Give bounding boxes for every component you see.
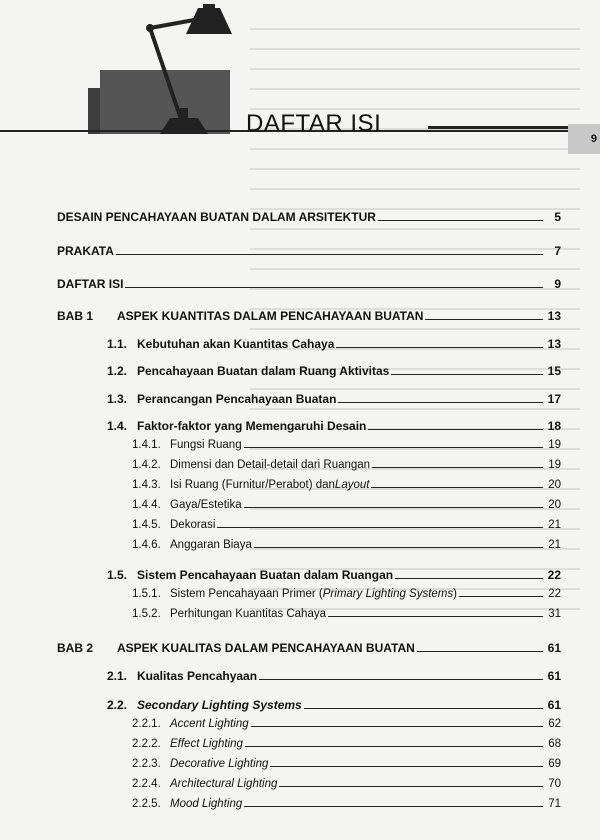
toc-entry[interactable]: PRAKATA 7 bbox=[57, 244, 561, 258]
toc-section[interactable]: 2.2. Secondary Lighting Systems 61 bbox=[107, 698, 561, 712]
toc-subsection[interactable]: 1.4.1. Fungsi Ruang 19 bbox=[132, 439, 561, 451]
toc-section[interactable]: 2.1. Kualitas Pencahyaan 61 bbox=[107, 669, 561, 683]
toc-subsection[interactable]: 2.2.5. Mood Lighting 71 bbox=[132, 798, 561, 810]
toc-section[interactable]: 1.4. Faktor-faktor yang Memengaruhi Desain 18 bbox=[107, 419, 561, 433]
toc-section[interactable]: 1.2. Pencahayaan Buatan dalam Ruang Aktivitas 15 bbox=[107, 364, 561, 378]
toc-subsection[interactable]: 1.5.2. Perhitungan Kuantitas Cahaya 31 bbox=[132, 608, 561, 620]
toc-subsection[interactable]: 1.4.4. Gaya/Estetika 20 bbox=[132, 499, 561, 511]
toc-section[interactable]: 1.1. Kebutuhan akan Kuantitas Cahaya 13 bbox=[107, 337, 561, 351]
toc-subsection[interactable]: 1.5.1. Sistem Pencahayaan Primer ( Primary Lighting Systems ) 22 bbox=[132, 588, 561, 600]
toc-subsection[interactable]: 1.4.5. Dekorasi 21 bbox=[132, 519, 561, 531]
toc-chapter[interactable]: BAB 1 ASPEK KUANTITAS DALAM PENCAHAYAAN BUATAN 13 bbox=[57, 309, 561, 323]
toc-subsection[interactable]: 1.4.6. Anggaran Biaya 21 bbox=[132, 539, 561, 551]
desk-lamp-illustration bbox=[0, 0, 240, 134]
toc-subsection[interactable]: 2.2.3. Decorative Lighting 69 bbox=[132, 758, 561, 770]
toc-subsection[interactable]: 1.4.3. Isi Ruang (Furnitur/Perabot) dan Layout 20 bbox=[132, 479, 561, 491]
page-number: 9 bbox=[568, 124, 600, 154]
toc-subsection[interactable]: 1.4.2. Dimensi dan Detail-detail dari Ruangan 19 bbox=[132, 459, 561, 471]
toc-chapter[interactable]: BAB 2 ASPEK KUALITAS DALAM PENCAHAYAAN BUATAN 61 bbox=[57, 641, 561, 655]
toc-subsection[interactable]: 2.2.4. Architectural Lighting 70 bbox=[132, 778, 561, 790]
toc-entry[interactable]: DAFTAR ISI 9 bbox=[57, 277, 561, 291]
toc-entry[interactable]: DESAIN PENCAHAYAAN BUATAN DALAM ARSITEKTUR 5 bbox=[57, 210, 561, 224]
toc-subsection[interactable]: 2.2.1. Accent Lighting 62 bbox=[132, 718, 561, 730]
header-rule-accent bbox=[428, 126, 568, 129]
toc-section[interactable]: 1.5. Sistem Pencahayaan Buatan dalam Ruangan 22 bbox=[107, 568, 561, 582]
page-title: DAFTAR ISI bbox=[246, 110, 382, 137]
toc-subsection[interactable]: 2.2.2. Effect Lighting 68 bbox=[132, 738, 561, 750]
toc-section[interactable]: 1.3. Perancangan Pencahayaan Buatan 17 bbox=[107, 392, 561, 406]
